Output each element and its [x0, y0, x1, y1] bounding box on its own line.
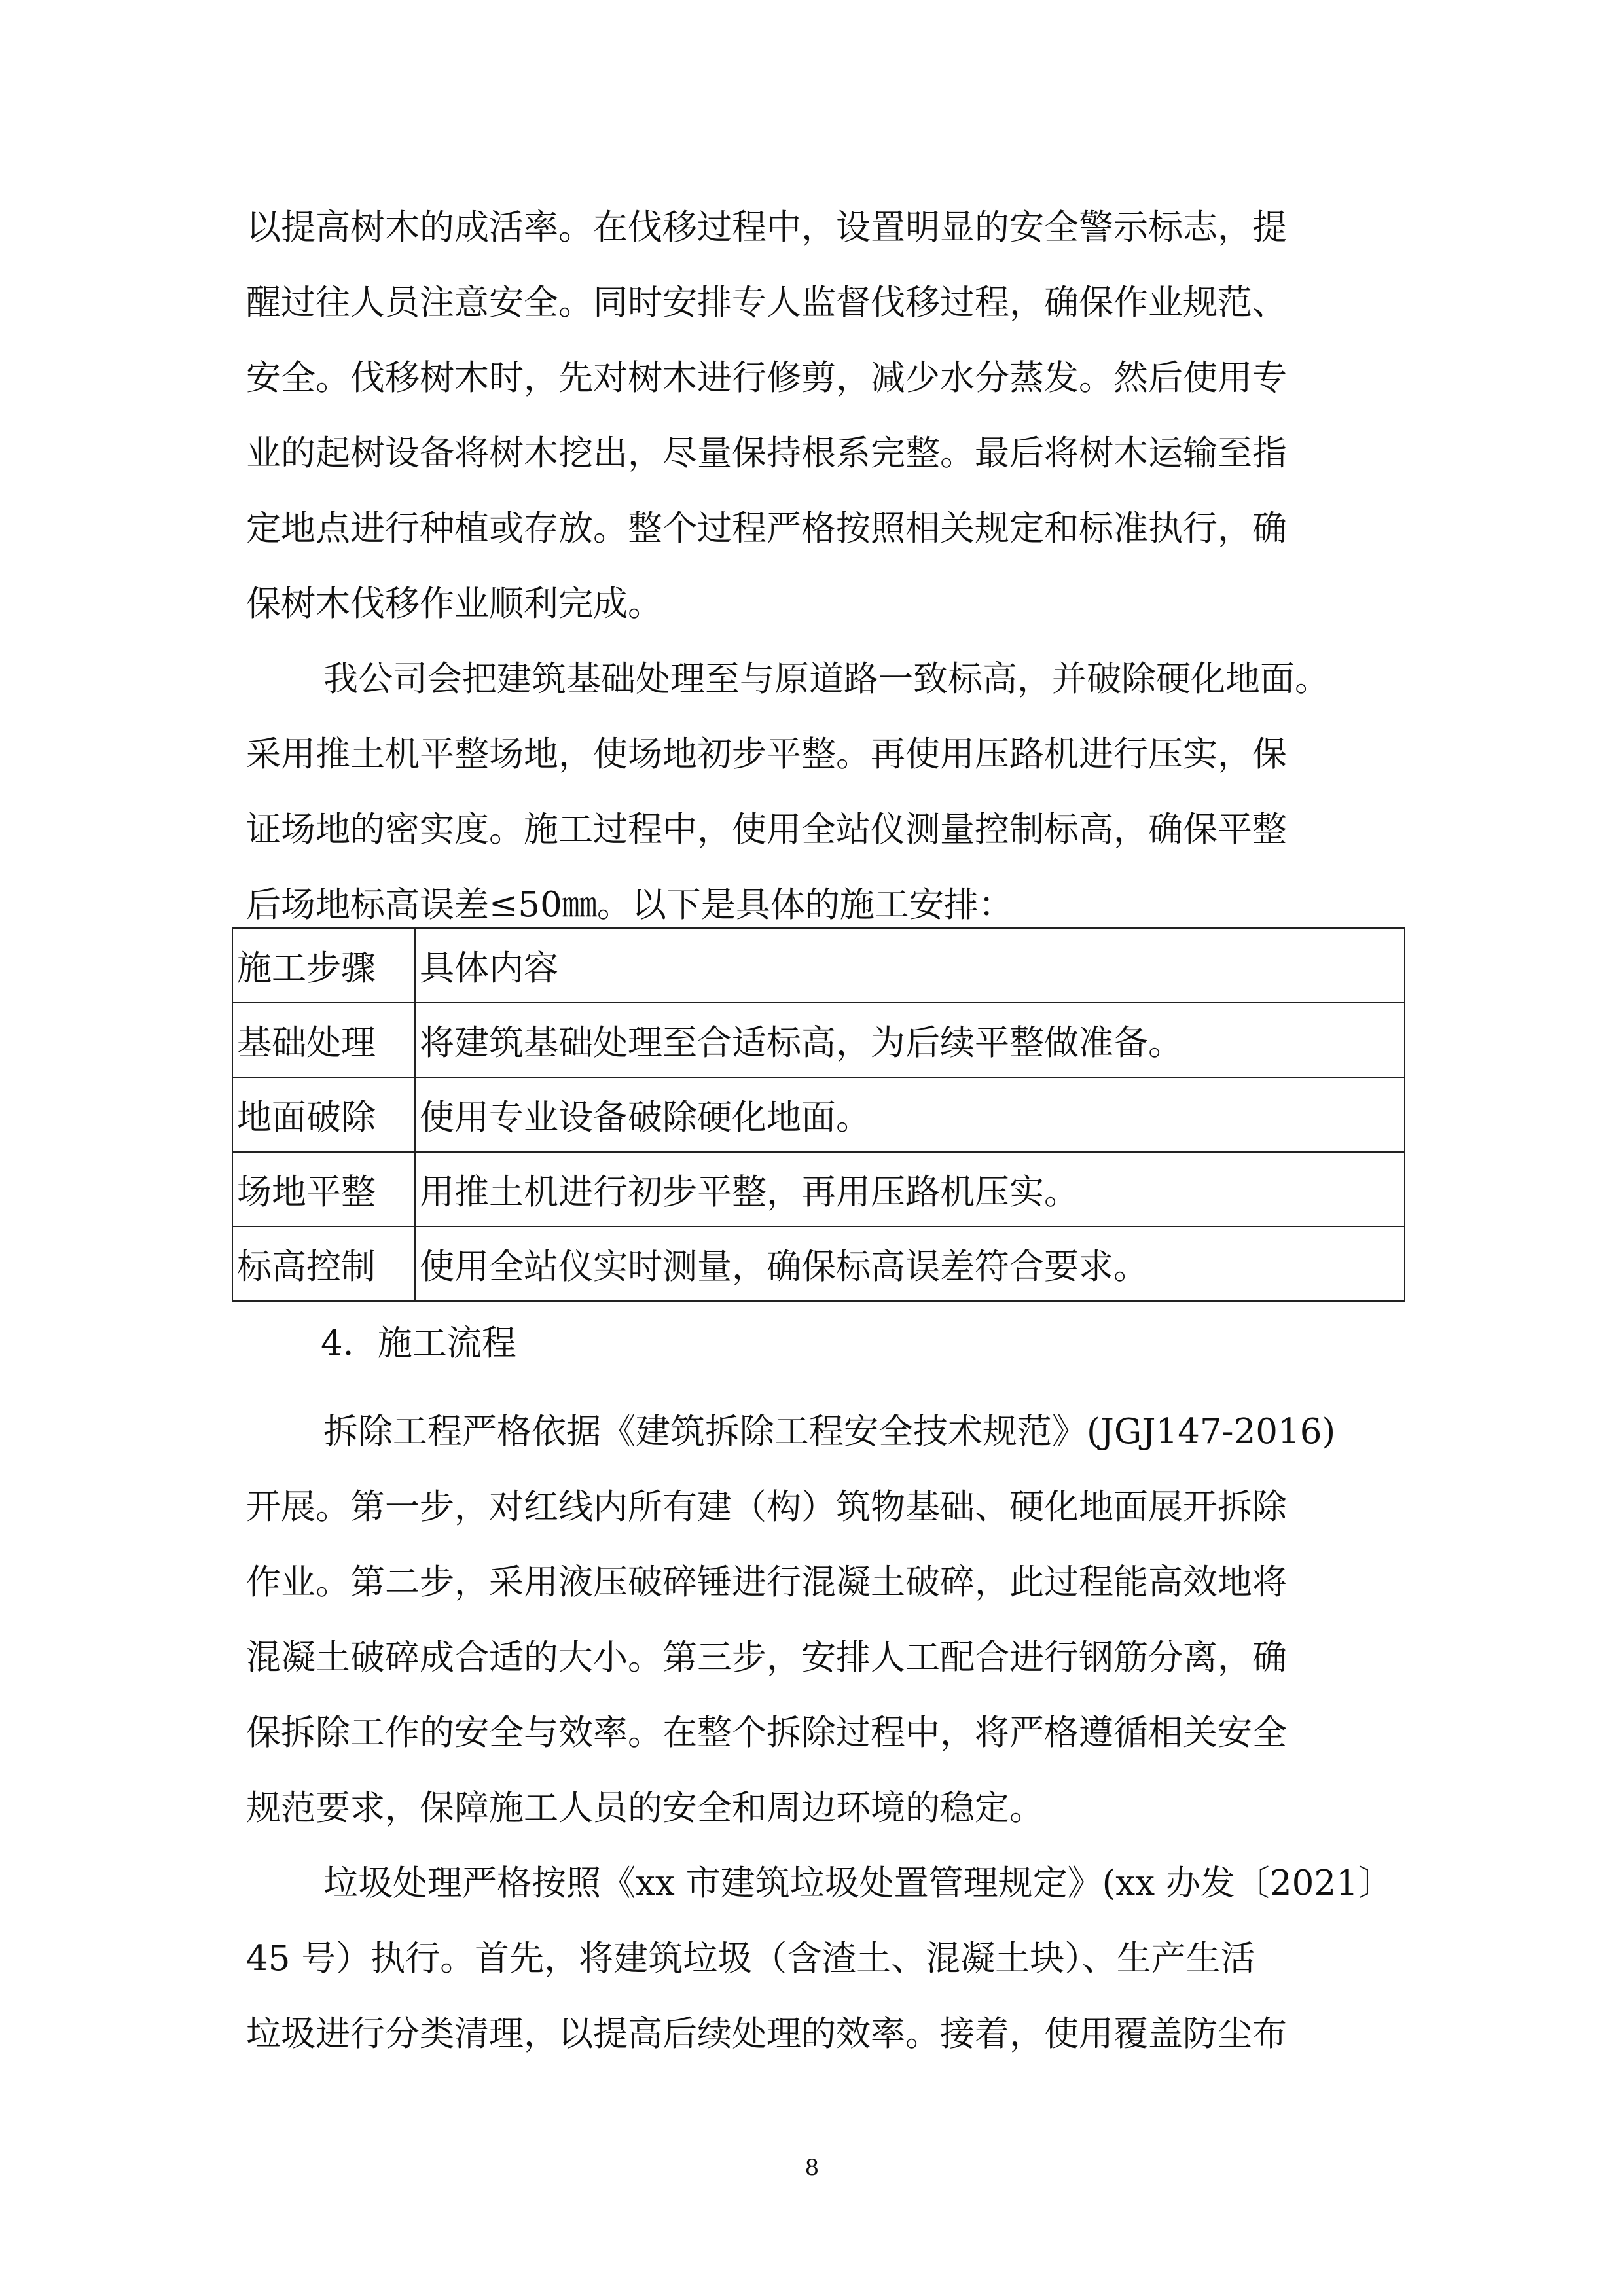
- table-header-cell: 施工步骤: [232, 928, 415, 1003]
- paragraph-site-leveling: [246, 641, 1398, 942]
- table-cell-content: 使用全站仪实时测量，确保标高误差符合要求。: [415, 1227, 1405, 1301]
- table-row: [232, 1003, 1405, 1077]
- text-line: 业的起树设备将树木挖出，尽量保持根系完整。最后将树木运输至指: [246, 433, 1287, 473]
- text-line: 我公司会把建筑基础处理至与原道路一致标高，并破除硬化地面。: [323, 659, 1329, 699]
- construction-steps-table: [232, 927, 1405, 1302]
- table-row: [232, 1227, 1405, 1301]
- table-cell-step: 地面破除: [232, 1077, 415, 1152]
- table-cell-step: 基础处理: [232, 1003, 415, 1077]
- text-line: 后场地标高误差≤50㎜。以下是具体的施工安排：: [246, 885, 1013, 925]
- text-line: 垃圾处理严格按照《xx 市建筑垃圾处置管理规定》(xx 办发〔2021〕: [323, 1863, 1393, 1903]
- page-number: 8: [804, 2155, 820, 2181]
- paragraph-demolition: [246, 1394, 1398, 1846]
- text-line: 开展。第一步，对红线内所有建（构）筑物基础、硬化地面展开拆除: [246, 1487, 1287, 1527]
- table-header-row: [232, 928, 1405, 1003]
- table-cell-step: 标高控制: [232, 1227, 415, 1301]
- text-line: 以提高树木的成活率。在伐移过程中，设置明显的安全警示标志，提: [246, 207, 1287, 247]
- text-line: 作业。第二步，采用液压破碎锤进行混凝土破碎，此过程能高效地将: [246, 1562, 1287, 1602]
- section-heading: 4．施工流程: [321, 1323, 516, 1363]
- text-line: 定地点进行种植或存放。整个过程严格按照相关规定和标准执行，确: [246, 509, 1287, 548]
- text-line: 保树木伐移作业顺利完成。: [246, 584, 662, 624]
- text-line: 混凝土破碎成合适的大小。第三步，安排人工配合进行钢筋分离，确: [246, 1638, 1287, 1677]
- table-row: [232, 1077, 1405, 1152]
- text-line: 保拆除工作的安全与效率。在整个拆除过程中，将严格遵循相关安全: [246, 1713, 1287, 1753]
- text-line: 醒过往人员注意安全。同时安排专人监督伐移过程，确保作业规范、: [246, 283, 1287, 323]
- table-header-cell: 具体内容: [415, 928, 1405, 1003]
- text-line: 安全。伐移树木时，先对树木进行修剪，减少水分蒸发。然后使用专: [246, 358, 1287, 398]
- table-row: [232, 1152, 1405, 1227]
- text-line: 垃圾进行分类清理，以提高后续处理的效率。接着，使用覆盖防尘布: [246, 2014, 1287, 2054]
- text-line: 规范要求，保障施工人员的安全和周边环境的稳定。: [246, 1788, 1044, 1828]
- paragraph-tree-relocation: [246, 190, 1398, 641]
- table-cell-content: 使用专业设备破除硬化地面。: [415, 1077, 1405, 1152]
- text-line: 拆除工程严格依据《建筑拆除工程安全技术规范》(JGJ147-2016): [323, 1412, 1336, 1452]
- text-line: 证场地的密实度。施工过程中，使用全站仪测量控制标高，确保平整: [246, 810, 1287, 850]
- table-cell-content: 将建筑基础处理至合适标高，为后续平整做准备。: [415, 1003, 1405, 1077]
- text-line: 采用推土机平整场地，使场地初步平整。再使用压路机进行压实，保: [246, 734, 1287, 774]
- text-line: 45 号）执行。首先，将建筑垃圾（含渣土、混凝土块）、生产生活: [246, 1939, 1255, 1979]
- paragraph-waste-disposal: [246, 1846, 1398, 2072]
- table-cell-step: 场地平整: [232, 1152, 415, 1227]
- table-cell-content: 用推土机进行初步平整，再用压路机压实。: [415, 1152, 1405, 1227]
